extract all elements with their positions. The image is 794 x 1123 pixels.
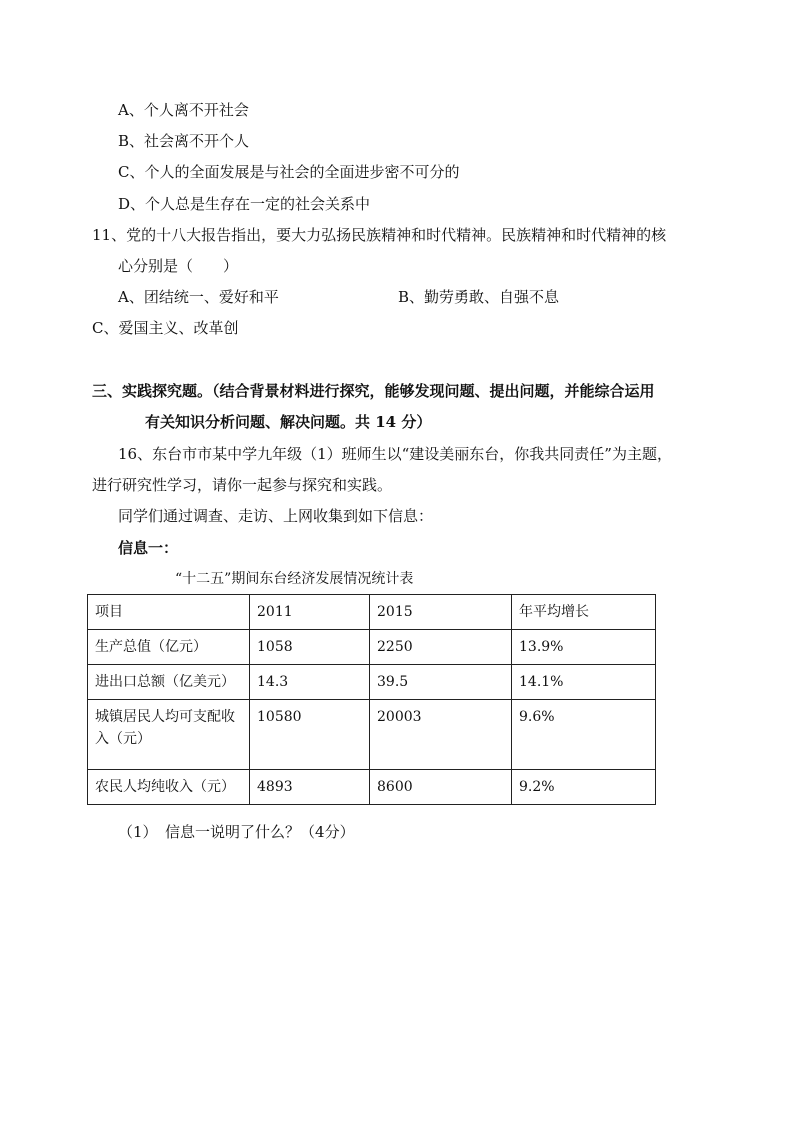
info-label: 信息一： bbox=[118, 539, 179, 557]
header-2011: 2011 bbox=[250, 595, 370, 630]
table-header-row bbox=[88, 595, 656, 630]
table-cell: 10580 bbox=[250, 700, 370, 770]
table-cell: 13.9% bbox=[512, 630, 656, 665]
table-cell: 9.2% bbox=[512, 770, 656, 805]
section-3-heading: 三、实践探究题。（结合背景材料进行探究，能够发现问题、提出问题，并能综合运用 bbox=[92, 382, 655, 400]
question-11-stem: 11、党的十八大报告指出，要大力弘扬民族精神和时代精神。民族精神和时代精神的核 bbox=[92, 226, 667, 244]
section-3-heading-continued: 有关知识分析问题、解决问题。共 14 分） bbox=[145, 413, 432, 431]
table-cell: 城镇居民人均可支配收入（元） bbox=[88, 700, 250, 770]
header-2015: 2015 bbox=[370, 595, 512, 630]
table-caption: “十二五”期间东台经济发展情况统计表 bbox=[175, 571, 414, 587]
table-cell: 39.5 bbox=[370, 665, 512, 700]
table-cell: 4893 bbox=[250, 770, 370, 805]
header-annual-growth: 年平均增长 bbox=[512, 595, 656, 630]
table-cell: 8600 bbox=[370, 770, 512, 805]
question-11-option-c: C、爱国主义、改革创 bbox=[92, 319, 239, 337]
option-d: D、个人总是生存在一定的社会关系中 bbox=[118, 195, 371, 213]
info-intro: 同学们通过调查、走访、上网收集到如下信息： bbox=[118, 507, 434, 525]
table-cell: 9.6% bbox=[512, 700, 656, 770]
table-cell: 14.1% bbox=[512, 665, 656, 700]
table-cell: 14.3 bbox=[250, 665, 370, 700]
table-cell: 1058 bbox=[250, 630, 370, 665]
table-cell: 进出口总额（亿美元） bbox=[88, 665, 250, 700]
sub-question-1: （1） 信息一说明了什么？（4分） bbox=[118, 823, 355, 841]
option-a: A、个人离不开社会 bbox=[118, 101, 249, 119]
question-16-intro: 16、东台市市某中学九年级（1）班师生以“建设美丽东台，你我共同责任”为主题， bbox=[118, 445, 672, 463]
table-cell: 2250 bbox=[370, 630, 512, 665]
table-row bbox=[88, 700, 656, 770]
table-row bbox=[88, 665, 656, 700]
option-b: B、社会离不开个人 bbox=[118, 132, 250, 150]
question-11-option-a: A、团结统一、爱好和平 bbox=[118, 288, 279, 306]
table-row bbox=[88, 770, 656, 805]
question-11-option-b: B、勤劳勇敢、自强不息 bbox=[398, 288, 560, 306]
table-cell: 农民人均纯收入（元） bbox=[88, 770, 250, 805]
header-item: 项目 bbox=[88, 595, 250, 630]
question-16-intro-continued: 进行研究性学习，请你一起参与探究和实践。 bbox=[92, 476, 393, 494]
table-row bbox=[88, 630, 656, 665]
question-11-stem-continued: 心分别是（ ） bbox=[118, 257, 239, 275]
statistics-table bbox=[87, 594, 656, 805]
option-c: C、个人的全面发展是与社会的全面进步密不可分的 bbox=[118, 163, 460, 181]
table-cell: 20003 bbox=[370, 700, 512, 770]
table-cell: 生产总值（亿元） bbox=[88, 630, 250, 665]
